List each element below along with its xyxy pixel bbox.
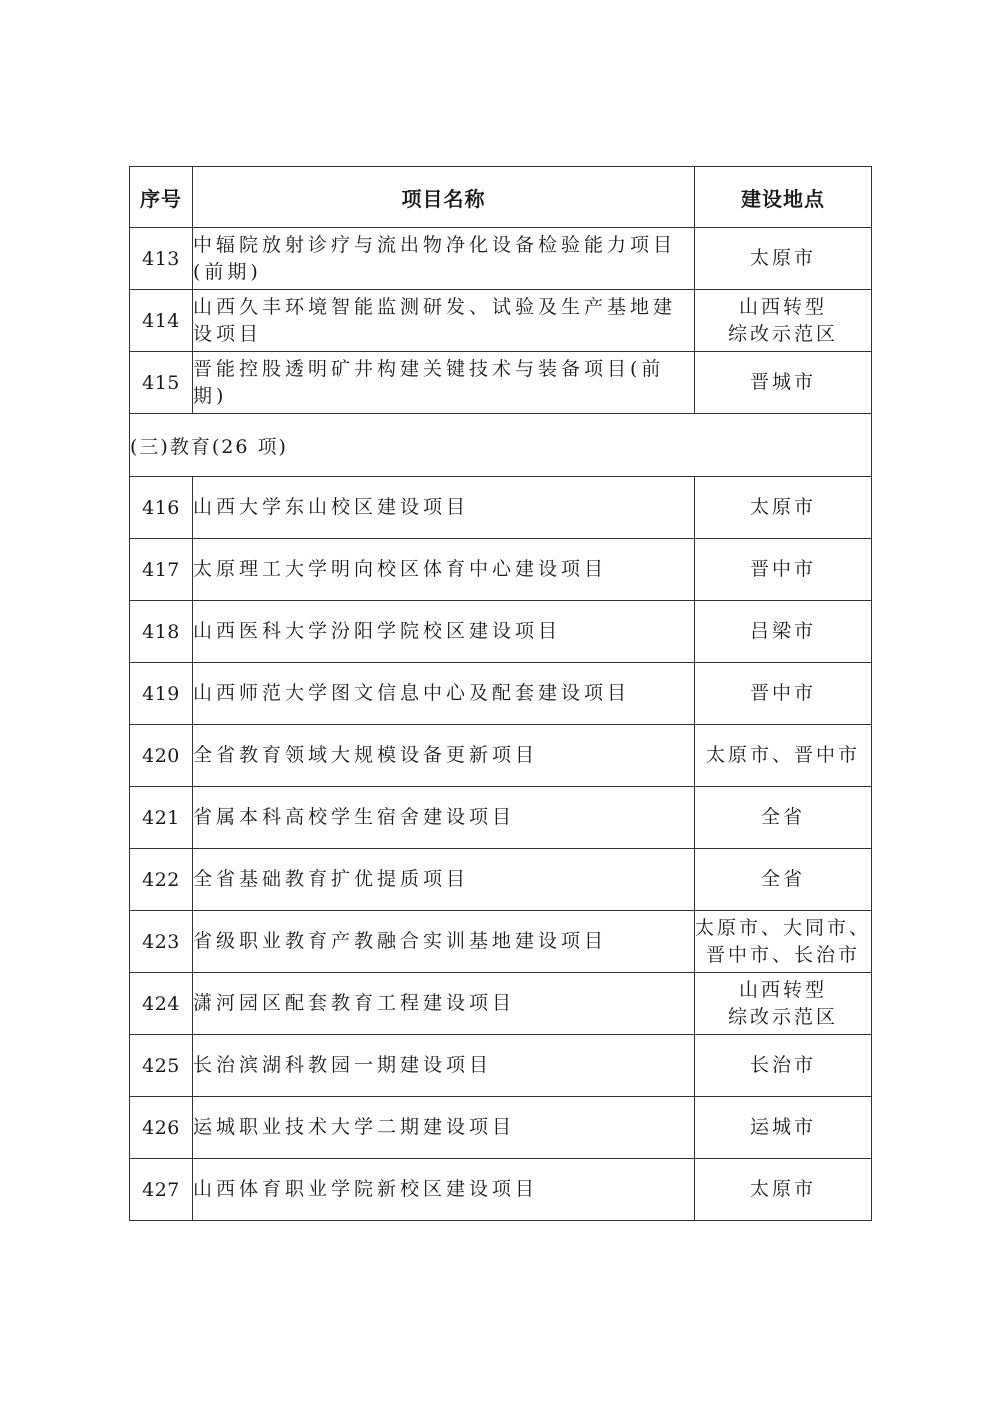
row-name: 全省教育领域大规模设备更新项目 — [193, 725, 695, 787]
row-name: 潇河园区配套教育工程建设项目 — [193, 973, 695, 1035]
table-row — [130, 663, 872, 725]
row-name: 全省基础教育扩优提质项目 — [193, 849, 695, 911]
row-name: 山西医科大学汾阳学院校区建设项目 — [193, 601, 695, 663]
row-no: 413 — [130, 228, 193, 290]
table-row — [130, 539, 872, 601]
table-row — [130, 352, 872, 414]
row-location: 太原市 — [695, 1159, 872, 1221]
row-location: 晋城市 — [695, 352, 872, 414]
row-location: 全省 — [695, 787, 872, 849]
row-no: 417 — [130, 539, 193, 601]
row-no: 423 — [130, 911, 193, 973]
header-name: 项目名称 — [193, 167, 695, 228]
row-location: 山西转型 综改示范区 — [695, 290, 872, 352]
row-no: 425 — [130, 1035, 193, 1097]
row-no: 424 — [130, 973, 193, 1035]
table-header-row — [130, 167, 872, 228]
row-no: 426 — [130, 1097, 193, 1159]
project-table — [129, 166, 872, 1221]
table-row — [130, 477, 872, 539]
table-row — [130, 725, 872, 787]
table-row — [130, 290, 872, 352]
row-location: 吕梁市 — [695, 601, 872, 663]
row-name: 山西久丰环境智能监测研发、试验及生产基地建设项目 — [193, 290, 695, 352]
table-row — [130, 1159, 872, 1221]
row-no: 416 — [130, 477, 193, 539]
row-no: 415 — [130, 352, 193, 414]
row-location: 太原市、大同市、 晋中市、长治市 — [695, 911, 872, 973]
section-row — [130, 414, 872, 477]
row-no: 427 — [130, 1159, 193, 1221]
row-no: 422 — [130, 849, 193, 911]
table-row — [130, 911, 872, 973]
table-row — [130, 849, 872, 911]
table-row — [130, 1035, 872, 1097]
row-location: 太原市、晋中市 — [695, 725, 872, 787]
header-location: 建设地点 — [695, 167, 872, 228]
row-name: 山西体育职业学院新校区建设项目 — [193, 1159, 695, 1221]
row-no: 420 — [130, 725, 193, 787]
table-row — [130, 973, 872, 1035]
row-name: 山西师范大学图文信息中心及配套建设项目 — [193, 663, 695, 725]
row-name: 长治滨湖科教园一期建设项目 — [193, 1035, 695, 1097]
row-name: 太原理工大学明向校区体育中心建设项目 — [193, 539, 695, 601]
row-location: 山西转型 综改示范区 — [695, 973, 872, 1035]
row-location: 太原市 — [695, 228, 872, 290]
row-name: 省属本科高校学生宿舍建设项目 — [193, 787, 695, 849]
section-title: (三)教育(26 项) — [130, 414, 872, 477]
row-location: 晋中市 — [695, 663, 872, 725]
row-no: 419 — [130, 663, 193, 725]
row-name: 中辐院放射诊疗与流出物净化设备检验能力项目(前期) — [193, 228, 695, 290]
table-row — [130, 228, 872, 290]
row-location: 长治市 — [695, 1035, 872, 1097]
row-name: 省级职业教育产教融合实训基地建设项目 — [193, 911, 695, 973]
row-no: 421 — [130, 787, 193, 849]
row-name: 山西大学东山校区建设项目 — [193, 477, 695, 539]
row-location: 晋中市 — [695, 539, 872, 601]
row-no: 418 — [130, 601, 193, 663]
table-row — [130, 787, 872, 849]
row-name: 运城职业技术大学二期建设项目 — [193, 1097, 695, 1159]
row-no: 414 — [130, 290, 193, 352]
row-location: 全省 — [695, 849, 872, 911]
row-name: 晋能控股透明矿井构建关键技术与装备项目(前期) — [193, 352, 695, 414]
table-row — [130, 1097, 872, 1159]
row-location: 太原市 — [695, 477, 872, 539]
row-location: 运城市 — [695, 1097, 872, 1159]
header-no: 序号 — [130, 167, 193, 228]
table-row — [130, 601, 872, 663]
